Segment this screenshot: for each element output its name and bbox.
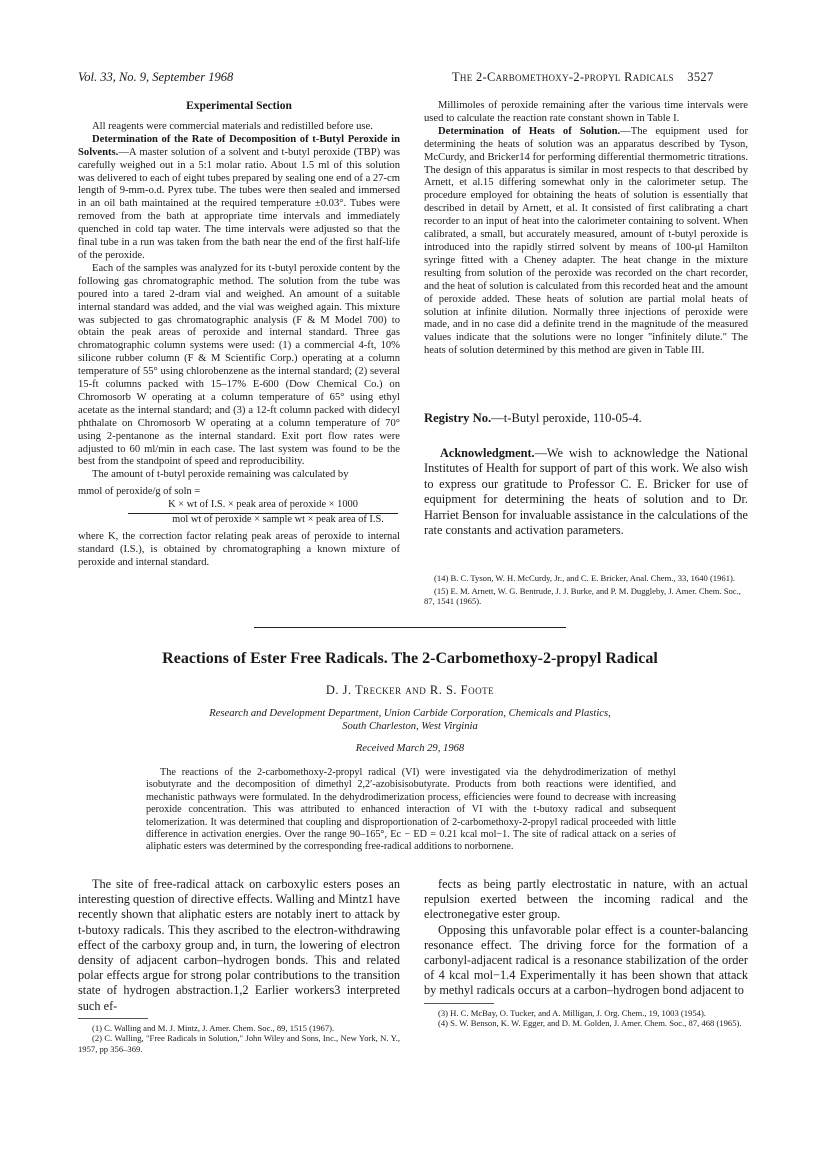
acknowledgment bbox=[424, 446, 748, 538]
registry-heading: Registry No. bbox=[424, 411, 492, 425]
page-number: 3527 bbox=[687, 70, 714, 84]
paragraph: The amount of t-butyl peroxide remaining was calculated by bbox=[92, 469, 349, 481]
paragraph: Opposing this unfavorable polar effect is a counter-balancing resonance effect. The driving force for the formation of a carbonyl-adjacent radical is a resonance stabilization of the order of 4 kcal mol−1.4 Experimentally it has been shown that attack by methyl radicals occurs at a carbon–hydrogen bond adjacent to bbox=[424, 922, 748, 998]
paragraph: Millimoles of peroxide remaining after the various time intervals were used to calculate the reaction rate constant shown in Table I. bbox=[424, 100, 748, 124]
left-column bbox=[78, 100, 400, 570]
paragraph bbox=[424, 446, 748, 538]
article-divider bbox=[254, 627, 566, 628]
footnote-item: (1) C. Walling and M. J. Mintz, J. Amer. Chem. Soc., 89, 1515 (1967). bbox=[92, 1022, 335, 1033]
paragraph-text: —A master solution of a solvent and t-butyl peroxide (TBP) was carefully weighed out in a 5:1 molar ratio. About 1.5 ml of this solution was delivered to each of eight tubes prepared by sealing one end of a 27-cm length of 9-mm-o.d. Pyrex tube. The tubes were then sealed and immersed in an oil bath maintained at the required temperature ±0.03°. Tubes were removed from the bath at appropriate time intervals and immediately quenched in cold tap water. The time intervals were adjusted so that the final tube in a run was taken from the bath near the end of the first half-life of the peroxide. bbox=[78, 146, 400, 261]
equation-numerator: K × wt of I.S. × peak area of peroxide × 1000 bbox=[128, 499, 398, 514]
article-authors: D. J. Trecker and R. S. Foote bbox=[325, 683, 495, 697]
article-affiliation bbox=[0, 707, 820, 733]
equation-denominator: mol wt of peroxide × sample wt × peak area of I.S. bbox=[172, 514, 384, 526]
footnote-rule bbox=[78, 1018, 148, 1019]
affiliation-line: South Charleston, West Virginia bbox=[342, 721, 478, 732]
received-date: Received March 29, 1968 bbox=[355, 743, 465, 754]
footnote-item: (2) C. Walling, "Free Radicals in Solution," John Wiley and Sons, Inc., New York, N. Y., 1957, pp 356–369. bbox=[78, 1033, 400, 1055]
paragraph-text: —The equipment used for determining the heats of solution was an apparatus described by Tyson, McCurdy, and Bricker14 for performing differential thermometric titrations. The design of this apparatus is similar in most respects to that described by Arnett, et al.15 differing somewhat only in the calorimeter setup. The procedure employed for obtaining the heats of solution is essentially that described in detail by Arnett, et al. It consisted of first calibrating a chart recorder to an input of heat into the calorimeter containing to solvent. When calibrated, a small, but accurately measured, amount of t-butyl peroxide is introduced into the rapidly stirred solvent by means of 100-μl Hamilton syringe fitted with a Cheney adapter. The heat change in the mixture resulting from solution of the peroxide was recorded on the chart recorder, and the heat of solution is calculated from this recorded heat and the amount of peroxide added. These heats of solution are partial molal heats of solution at infinite dilution. Normally three injections of peroxide were made, and in no case did a definite trend in the magnitude of the measured values indicate that the solutions were no longer "infinitely dilute." The heats of solution determined by this method are given in Table III. bbox=[424, 125, 748, 357]
section-heading: Experimental Section bbox=[186, 100, 292, 112]
paragraph: Each of the samples was analyzed for its t-butyl peroxide content by the following gas chromatographic method. The solution from the tube was poured into a tared 2-dram vial and weighed. An amount of a suitable internal standard was added, and the vial was weighed again. This mixture was subjected to gas chromatographic analysis (F & M Model 700) to obtain the peak areas of peroxide and internal standard. Three gas chromatographic column systems were used: (1) a commercial 4-ft, 10% silicone rubber column (F & M Scientific Corp.) operating at a column temperature of 55° using chlorobenzene as the internal standard; (2) several 15-ft columns packed with 15–17% E-600 (Dow Chemical Co.) on Chromosorb W operating at a column temperature of 65° using ethyl acetate as the internal standard; and (3) a 12-ft column packed with didecyl phthalate on Chromosorb W operating at a column temperature of 70° using 2-pentanone as the internal standard. Exit port flow rates were adjusted to 60 ml/min in each case. The last system was found to be the best from the standpoint of speed and reproducibility. bbox=[78, 262, 400, 468]
paragraph: The site of free-radical attack on carboxylic esters poses an interesting question of directive effects. Walling and Mintz1 have recently shown that aliphatic esters are notably inert to attack by t-butoxy radicals. This they ascribed to the electron-withdrawing effect of the carboxy group and, in turn, the lowering of electron density of adjacent carbon–hydrogen bonds. This and related polar effects argue for strong polar contributions to the transition state of hydrogen abstraction.1,2 Earlier workers3 interpreted such ef- bbox=[78, 877, 400, 1013]
running-header-title: The 2-Carbomethoxy-2-propyl Radicals bbox=[452, 70, 674, 84]
registry-text: —t-Butyl peroxide, 110-05-4. bbox=[491, 411, 642, 425]
footnote-item: (3) H. C. McBay, O. Tucker, and A. Milligan, J. Org. Chem., 19, 1003 (1954). bbox=[438, 1007, 706, 1018]
reference-item: (15) E. M. Arnett, W. G. Bentrude, J. J. Burke, and P. M. Duggleby, J. Amer. Chem. Soc., 87, 1541 (1965). bbox=[424, 585, 741, 607]
paragraph: All reagents were commercial materials and redistilled before use. bbox=[92, 120, 373, 132]
references bbox=[424, 573, 748, 609]
reference-item: (14) B. C. Tyson, W. H. McCurdy, Jr., and C. E. Bricker, Anal. Chem., 33, 1640 (1961). bbox=[434, 573, 736, 583]
run-in-heading: Determination of Heats of Solution. bbox=[438, 125, 621, 137]
article-title: Reactions of Ester Free Radicals. The 2-Carbomethoxy-2-propyl Radical bbox=[162, 650, 658, 667]
paragraph: fects as being partly electrostatic in nature, with an actual repulsion exerted between the incoming radical and the electronegative ester group. bbox=[424, 877, 748, 922]
paragraph bbox=[78, 134, 400, 263]
footnote-item: (4) S. W. Benson, K. W. Egger, and D. M. Golden, J. Amer. Chem. Soc., 87, 468 (1965). bbox=[438, 1018, 742, 1029]
equation bbox=[78, 486, 400, 527]
paragraph: where K, the correction factor relating peak areas of peroxide to internal standard (I.S.), is obtained by chromatographing a known mixture of peroxide and internal standard. bbox=[78, 531, 400, 568]
footnotes-right bbox=[424, 1008, 748, 1029]
running-header-left: Vol. 33, No. 9, September 1968 bbox=[78, 70, 234, 84]
affiliation-line: Research and Development Department, Union Carbide Corporation, Chemicals and Plastics, bbox=[209, 708, 611, 719]
body-right-column bbox=[424, 877, 748, 1029]
running-header-right bbox=[452, 70, 714, 85]
registry-number bbox=[424, 411, 748, 426]
run-in-heading: Determination of the Rate of Decomposition of t-Butyl Peroxide in Solvents. bbox=[78, 133, 400, 158]
acknowledgment-text: —We wish to acknowledge the National Institutes of Health for support of part of this work. We also wish to express our gratitude to Professor C. E. Bricker for use of equipment for determining the heats of solution and to Dr. Harriet Benson for invaluable assistance in the calculations of the rate constants and activation parameters. bbox=[424, 446, 748, 538]
right-column bbox=[424, 100, 748, 358]
acknowledgment-heading: Acknowledgment. bbox=[440, 446, 535, 460]
body-left-column bbox=[78, 877, 400, 1055]
equation-lhs: mmol of peroxide/g of soln = bbox=[78, 486, 201, 498]
abstract: The reactions of the 2-carbomethoxy-2-propyl radical (VI) were investigated via the dehydrodimerization of methyl isobutyrate and the decomposition of dimethyl 2,2′-azobisisobutyrate. Products from both reactions were identified, and mechanistic pathways were formulated. In the dehydrodimerization process, efficiencies were found to decrease with increasing peroxide concentration. This was attributed to enhanced interaction of VI with the t-butoxy radical and subsequent telomerization. It was determined that coupling and disproportionation of 2-carbomethoxy-2-propyl radical proceeded with little difference in activation energies. Over the range 90–165°, Ec − ED = 0.21 kcal mol−1. The site of radical attack on a series of aliphatic esters was determined by the corresponding free-radical additions to norbornene. bbox=[146, 767, 676, 853]
paragraph bbox=[424, 126, 748, 358]
footnote-rule bbox=[424, 1003, 494, 1004]
footnotes-left bbox=[78, 1023, 400, 1055]
